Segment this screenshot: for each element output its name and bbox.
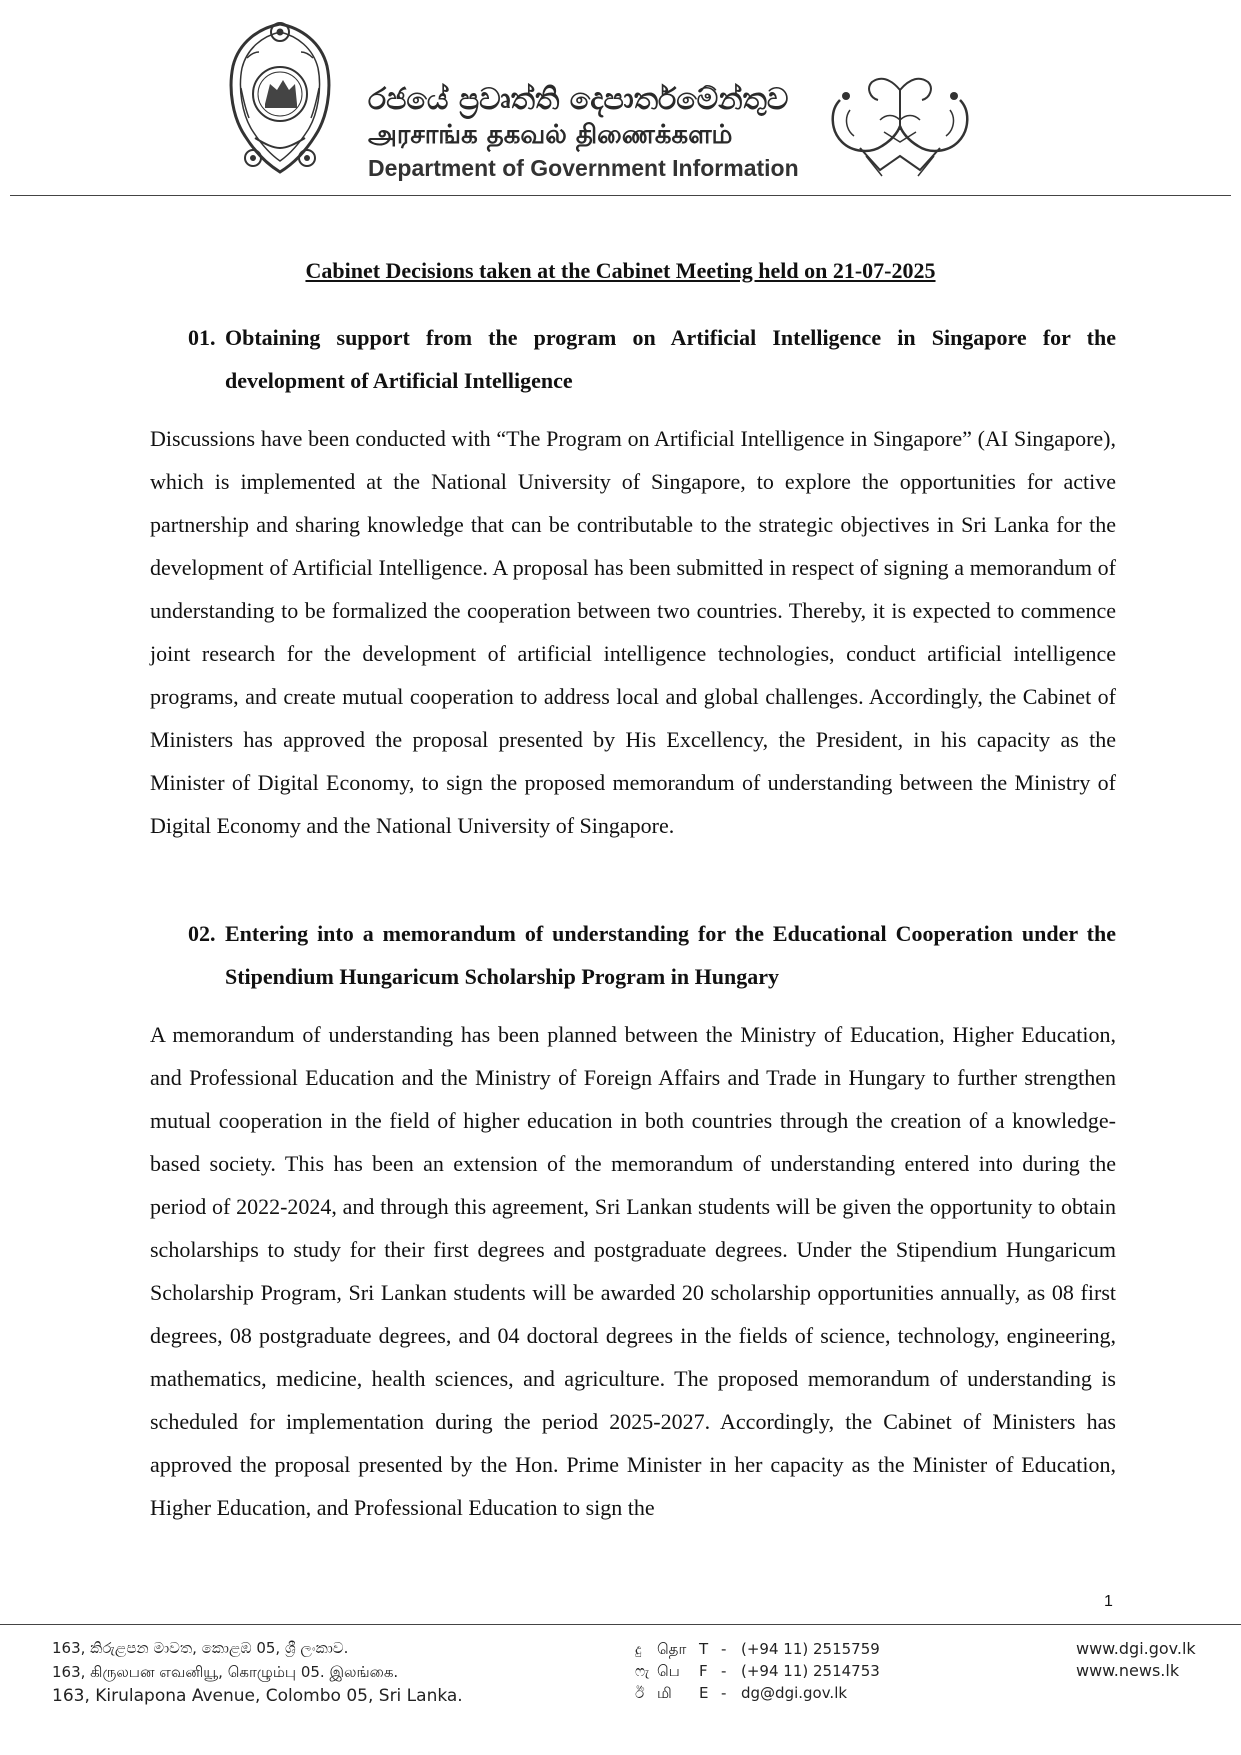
contact-label-tamil: மி: [657, 1684, 672, 1702]
contact-label-tamil: பெ: [657, 1662, 680, 1680]
section-number: 01.: [188, 325, 216, 350]
website-link-dgi[interactable]: www.dgi.gov.lk: [1076, 1639, 1196, 1658]
contact-label-english: E: [699, 1684, 709, 1702]
contact-row-fax: ෆැ பெ F - (+94 11) 2514753: [635, 1662, 880, 1680]
contact-label-sinhala: ඊ: [635, 1684, 645, 1702]
contact-row-email: ඊ மி E - dg@dgi.gov.lk: [635, 1684, 848, 1702]
address-english: 163, Kirulapona Avenue, Colombo 05, Sri Lanka.: [52, 1686, 463, 1706]
page-number: 1: [1104, 1593, 1113, 1610]
contact-label-sinhala: ෆැ: [635, 1662, 650, 1680]
organization-name-block: [368, 82, 828, 183]
footer-contact-block: [635, 1638, 880, 1704]
organization-name-english: Department of Government Information: [368, 155, 799, 182]
section-body-02: A memorandum of understanding has been planned between the Ministry of Education, Higher Education, and Professional Education and the Ministry of Foreign Affairs and Trade in Hungary to further strengthen mutual cooperation in the field of higher education in both countries through the creation of a knowledge-based society. This has been an extension of the memorandum of understanding entered into during the period of 2022-2024, and through this agreement, Sri Lankan students will be given the opportunity to obtain scholarships to study for their first degrees and postgraduate degrees. Under the Stipendium Hungaricum Scholarship Program, Sri Lankan students will be awarded 20 scholarship opportunities annually, as 08 first degrees, 08 postgraduate degrees, and 04 doctoral degrees in the fields of science, technology, engineering, mathematics, medicine, health sciences, and agriculture. The proposed memorandum of understanding is scheduled for implementation during the period 2025-2027. Accordingly, the Cabinet of Ministers has approved the proposal presented by the Hon. Prime Minister in her capacity as the Minister of Education, Higher Education, and Professional Education to sign the: [150, 1022, 1116, 1520]
contact-label-english: F: [699, 1662, 708, 1680]
section-heading-text: Entering into a memorandum of understanding for the Educational Cooperation under the Stipendium Hungaricum Scholarship Program in Hungary: [225, 921, 1116, 989]
contact-value: (+94 11) 2515759: [741, 1640, 880, 1658]
contact-row-telephone: දු தொ T - (+94 11) 2515759: [635, 1640, 880, 1658]
footer-divider: [0, 1624, 1241, 1625]
footer-address: [52, 1636, 463, 1708]
section-heading-text: Obtaining support from the program on Artificial Intelligence in Singapore for the development of Artificial Intelligence: [225, 325, 1116, 393]
organization-name-sinhala: රජයේ ප්‍රවෘත්ති දෙපාර්තමේන්තුව: [368, 82, 789, 117]
contact-value: (+94 11) 2514753: [741, 1662, 880, 1680]
footer-websites: [1076, 1638, 1196, 1682]
address-sinhala: 163, කිරුළපන මාවත, කොළඹ 05, ශ්‍රී ලංකාව.: [52, 1639, 349, 1657]
header-divider: [10, 195, 1231, 196]
contact-label-tamil: தொ: [657, 1640, 687, 1658]
section-number: 02.: [188, 921, 216, 946]
contact-label-english: T: [699, 1640, 709, 1658]
document-title: Cabinet Decisions taken at the Cabinet Meeting held on 21-07-2025: [305, 258, 936, 283]
address-tamil: 163, கிருலபன எவனியூ, கொழும்பு 05. இலங்கை.: [52, 1663, 399, 1681]
section-heading-02: [188, 912, 1116, 998]
decorative-ornament-icon: [820, 70, 980, 185]
section-body-01: Discussions have been conducted with “The Program on Artificial Intelligence in Singapore” (AI Singapore), which is implemented at the National University of Singapore, to explore the opportunities for active partnership and sharing knowledge that can be contributable to the strategic objectives in Sri Lanka for the development of Artificial Intelligence. A proposal has been submitted in respect of signing a memorandum of understanding to be formalized the cooperation between two countries. Thereby, it is expected to commence joint research for the development of artificial intelligence technologies, conduct artificial intelligence programs, and create mutual cooperation to address local and global challenges. Accordingly, the Cabinet of Ministers has approved the proposal presented by His Excellency, the President, in his capacity as the Minister of Digital Economy, to sign the proposed memorandum of understanding between the Ministry of Digital Economy and the National University of Singapore.: [150, 426, 1116, 838]
contact-label-sinhala: දු: [635, 1640, 642, 1658]
organization-name-tamil: அரசாங்க தகவல் திணைக்களம்: [368, 120, 733, 150]
sri-lanka-emblem-logo: [225, 18, 335, 178]
section-heading-01: [188, 316, 1116, 402]
website-link-news[interactable]: www.news.lk: [1076, 1661, 1180, 1680]
contact-email[interactable]: dg@dgi.gov.lk: [741, 1684, 848, 1702]
